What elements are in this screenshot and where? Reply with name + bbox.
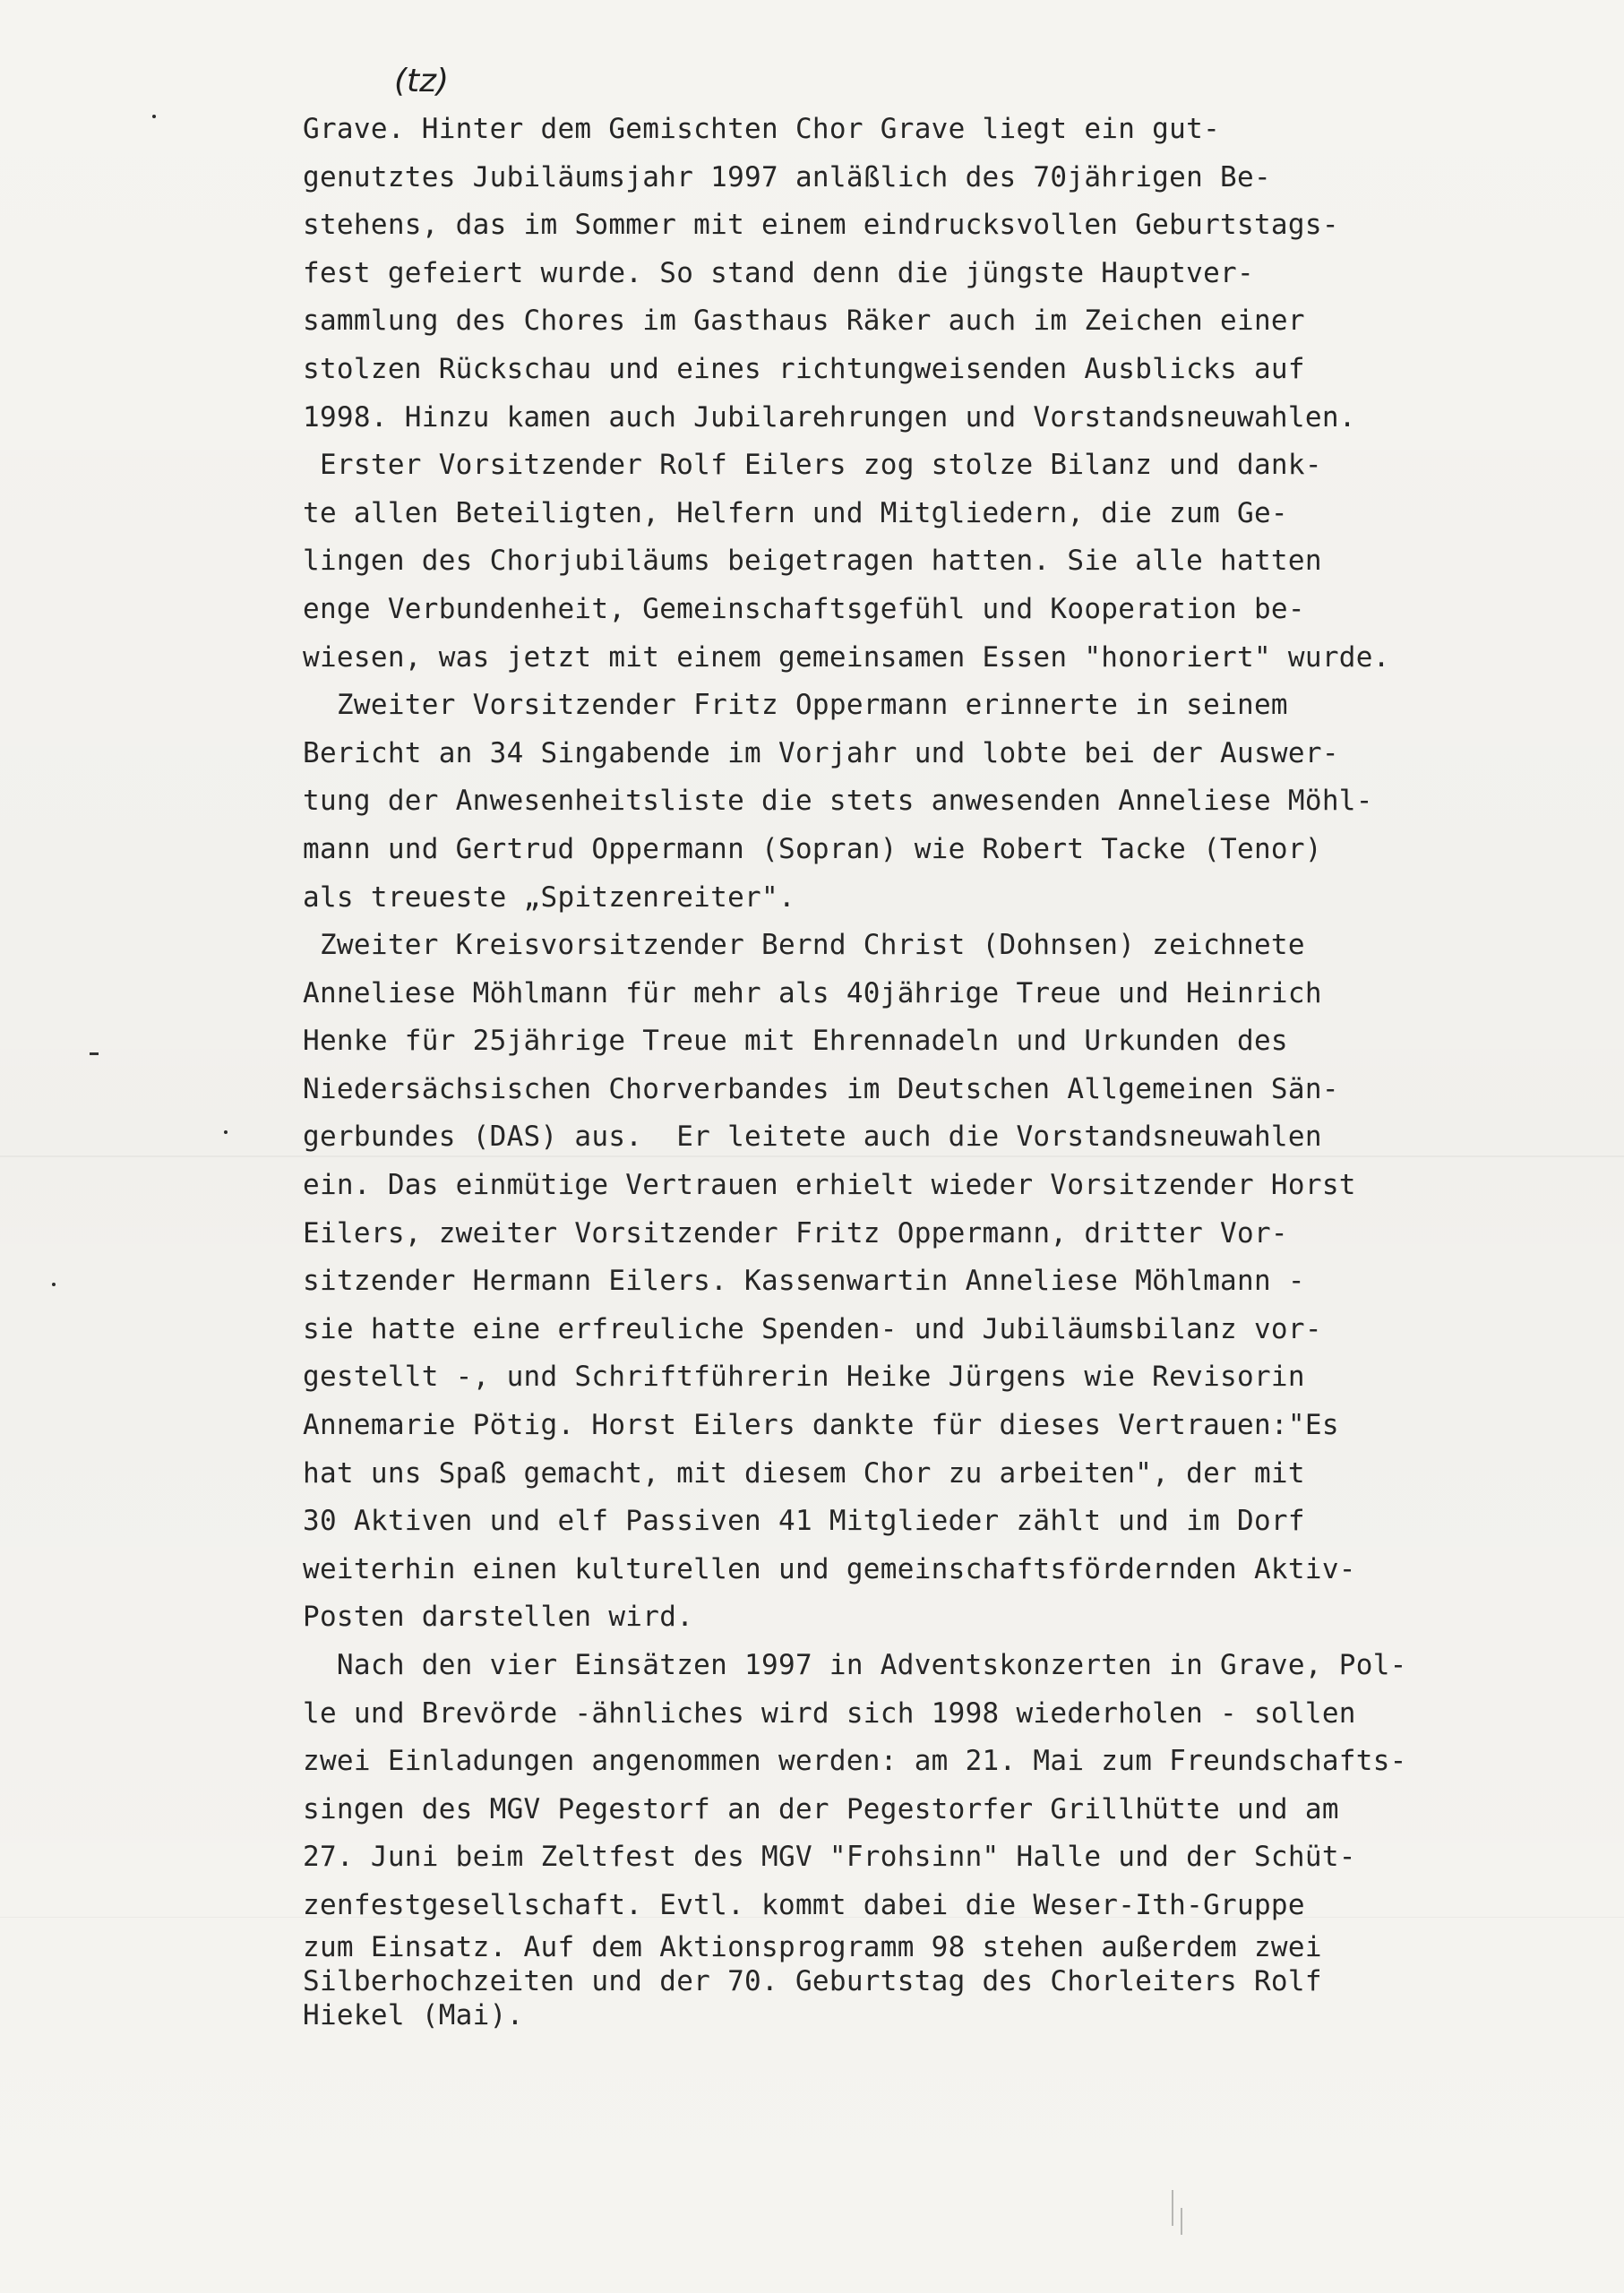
text-line: enge Verbundenheit, Gemeinschaftsgefühl und Kooperation be- [303,592,1305,625]
text-line: als treueste „Spitzenreiter". [303,880,795,914]
text-line: singen des MGV Pegestorf an der Pegestorfer Grillhütte und am [303,1792,1339,1825]
text-line: Silberhochzeiten und der 70. Geburtstag des Chorleiters Rolf [303,1964,1322,1997]
text-line: zum Einsatz. Auf dem Aktionsprogramm 98 stehen außerdem zwei [303,1930,1322,1963]
text-line: stolzen Rückschau und eines richtungweisenden Ausblicks auf [303,352,1305,385]
typewritten-body [303,106,1431,2032]
text-line: hat uns Spaß gemacht, mit diesem Chor zu arbeiten", der mit [303,1456,1305,1490]
paper-speck [52,1283,56,1286]
text-line: Zweiter Vorsitzender Fritz Oppermann erinnerte in seinem [303,689,1288,722]
text-line: wiesen, was jetzt mit einem gemeinsamen Essen "honoriert" wurde. [303,640,1390,674]
text-line: Bericht an 34 Singabende im Vorjahr und lobte bei der Auswer- [303,736,1339,769]
text-line: Zweiter Kreisvorsitzender Bernd Christ (Dohnsen) zeichnete [303,929,1305,962]
text-line: 27. Juni beim Zeltfest des MGV "Frohsinn" Halle und der Schüt- [303,1841,1356,1874]
text-line: Erster Vorsitzender Rolf Eilers zog stolze Bilanz und dank- [303,449,1322,482]
text-line: Posten darstellen wird. [303,1601,694,1634]
paper-speck [90,1052,99,1055]
text-line: gerbundes (DAS) aus. Er leitete auch die Vorstandsneuwahlen [303,1121,1322,1154]
text-line: ein. Das einmütige Vertrauen erhielt wieder Vorsitzender Horst [303,1169,1356,1202]
text-line: zenfestgesellschaft. Evtl. kommt dabei die Weser-Ith-Gruppe [303,1888,1305,1921]
text-line: le und Brevörde -ähnliches wird sich 1998 wiederholen - sollen [303,1696,1356,1730]
text-line: zwei Einladungen angenommen werden: am 21. Mai zum Freundschafts- [303,1745,1407,1778]
text-line: genutztes Jubiläumsjahr 1997 anläßlich des 70jährigen Be- [303,160,1271,193]
text-line: tung der Anwesenheitsliste die stets anwesenden Anneliese Möhl- [303,785,1373,818]
paper-speck [152,115,156,118]
paper-mark [1181,2208,1182,2235]
text-line: te allen Beteiligten, Helfern und Mitgliedern, die zum Ge- [303,496,1288,529]
text-line: Niedersächsischen Chorverbandes im Deutschen Allgemeinen Sän- [303,1072,1339,1105]
text-line: Henke für 25jährige Treue mit Ehrennadeln und Urkunden des [303,1025,1288,1058]
text-line: 1998. Hinzu kamen auch Jubilarehrungen und Vorstandsneuwahlen. [303,400,1356,434]
text-line: Grave. Hinter dem Gemischten Chor Grave liegt ein gut- [303,113,1221,145]
text-line: weiterhin einen kulturellen und gemeinschaftsfördernden Aktiv- [303,1552,1356,1585]
text-line: sammlung des Chores im Gasthaus Räker auch im Zeichen einer [303,305,1305,338]
text-line: stehens, das im Sommer mit einem eindrucksvollen Geburtstags- [303,209,1339,242]
text-line: Nach den vier Einsätzen 1997 in Adventskonzerten in Grave, Pol- [303,1649,1407,1681]
text-line: sie hatte eine erfreuliche Spenden- und Jubiläumsbilanz vor- [303,1312,1322,1345]
paper-mark [1172,2190,1173,2226]
text-line: lingen des Chorjubiläums beigetragen hatten. Sie alle hatten [303,545,1322,578]
paper-speck [224,1130,228,1134]
text-line: Anneliese Möhlmann für mehr als 40jährige Treue und Heinrich [303,976,1322,1009]
text-line: gestellt -, und Schriftführerin Heike Jürgens wie Revisorin [303,1361,1305,1394]
text-line: Hiekel (Mai). [303,1998,524,2031]
text-line: Annemarie Pötig. Horst Eilers dankte für dieses Vertrauen:"Es [303,1409,1339,1442]
text-line: fest gefeiert wurde. So stand denn die jüngste Hauptver- [303,256,1254,289]
text-line: mann und Gertrud Oppermann (Sopran) wie Robert Tacke (Tenor) [303,832,1322,865]
text-line: sitzender Hermann Eilers. Kassenwartin Anneliese Möhlmann - [303,1265,1305,1298]
handwritten-annotation: (tz) [394,63,450,99]
text-line: Eilers, zweiter Vorsitzender Fritz Oppermann, dritter Vor- [303,1216,1288,1250]
text-line: 30 Aktiven und elf Passiven 41 Mitglieder zählt und im Dorf [303,1505,1305,1538]
